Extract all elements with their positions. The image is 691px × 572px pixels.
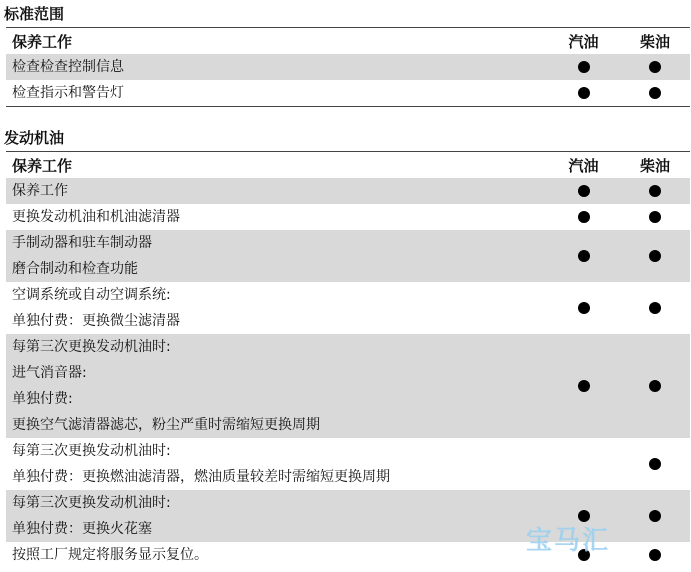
gasoline-cell: [547, 250, 620, 262]
applicable-dot-icon: [578, 250, 590, 262]
row-task-line: 手制动器和驻车制动器: [12, 235, 152, 251]
applicable-dot-icon: [649, 250, 661, 262]
applicable-dot-icon: [649, 87, 661, 99]
row-task-line: 按照工厂规定将服务显示复位。: [12, 547, 208, 563]
row-task-line: 单独付费：更换燃油滤清器，燃油质量较差时需缩短更换周期: [12, 469, 390, 485]
row-task-line: 单独付费：更换微尘滤清器: [12, 313, 180, 329]
table-standard-scope: [6, 27, 690, 107]
row-task-line: 进气消音器:: [12, 365, 87, 381]
table-row: [6, 80, 690, 106]
diesel-cell: [620, 380, 690, 392]
row-task: [6, 54, 547, 80]
row-task-line: 每第三次更换发动机油时:: [12, 339, 171, 355]
diesel-cell: [620, 510, 690, 522]
applicable-dot-icon: [649, 458, 661, 470]
applicable-dot-icon: [578, 87, 590, 99]
applicable-dot-icon: [578, 185, 590, 197]
header-gasoline: 汽油: [568, 156, 599, 175]
applicable-dot-icon: [649, 549, 661, 561]
table-row: [6, 438, 690, 490]
applicable-dot-icon: [649, 61, 661, 73]
applicable-dot-icon: [578, 380, 590, 392]
applicable-dot-icon: [649, 510, 661, 522]
diesel-cell: [620, 185, 690, 197]
gasoline-cell: [547, 87, 620, 99]
table-row: [6, 54, 690, 80]
row-task-line: 空调系统或自动空调系统:: [12, 287, 171, 303]
applicable-dot-icon: [578, 211, 590, 223]
table-header: [6, 28, 690, 54]
row-task: [6, 542, 547, 568]
header-diesel: 柴油: [639, 32, 670, 51]
row-task: [6, 178, 547, 204]
row-task: [6, 438, 547, 490]
row-task-line: 更换发动机油和机油滤清器: [12, 209, 180, 225]
table-row: [6, 282, 690, 334]
row-task: [6, 80, 547, 106]
table-header: [6, 152, 690, 178]
row-task: [6, 490, 547, 542]
row-task-line: 单独付费:: [12, 391, 73, 407]
gasoline-cell: [547, 185, 620, 197]
row-task: [6, 282, 547, 334]
row-task-line: 磨合制动和检查功能: [12, 261, 138, 277]
gasoline-cell: [547, 380, 620, 392]
diesel-cell: [620, 250, 690, 262]
diesel-cell: [620, 458, 690, 470]
table-rule: [6, 106, 690, 107]
applicable-dot-icon: [649, 211, 661, 223]
applicable-dot-icon: [649, 302, 661, 314]
gasoline-cell: [547, 61, 620, 73]
header-gasoline: 汽油: [568, 32, 599, 51]
diesel-cell: [620, 87, 690, 99]
row-task-line: 检查检查控制信息: [12, 59, 124, 75]
section-title-standard: 标准范围: [4, 5, 65, 23]
diesel-cell: [620, 549, 690, 561]
rows-engine-oil: [6, 178, 690, 568]
applicable-dot-icon: [578, 61, 590, 73]
applicable-dot-icon: [649, 185, 661, 197]
applicable-dot-icon: [649, 380, 661, 392]
gasoline-cell: [547, 211, 620, 223]
header-diesel: 柴油: [639, 156, 670, 175]
diesel-cell: [620, 61, 690, 73]
table-engine-oil: [6, 151, 690, 568]
diesel-cell: [620, 211, 690, 223]
watermark-logo: 宝马汇: [526, 526, 611, 556]
gasoline-cell: [547, 302, 620, 314]
rows-standard: [6, 54, 690, 106]
table-row: [6, 230, 690, 282]
header-task: 保养工作: [12, 156, 73, 175]
row-task-line: 每第三次更换发动机油时:: [12, 443, 171, 459]
header-task: 保养工作: [12, 32, 73, 51]
row-task: [6, 334, 547, 438]
row-task-line: 保养工作: [12, 183, 68, 199]
row-task-line: 更换空气滤清器滤芯，粉尘严重时需缩短更换周期: [12, 417, 320, 433]
section-title-engine-oil: 发动机油: [4, 129, 65, 147]
row-task: [6, 230, 547, 282]
table-row: [6, 178, 690, 204]
diesel-cell: [620, 302, 690, 314]
row-task: [6, 204, 547, 230]
row-task-line: 每第三次更换发动机油时:: [12, 495, 171, 511]
table-row: [6, 334, 690, 438]
applicable-dot-icon: [578, 302, 590, 314]
table-row: [6, 204, 690, 230]
row-task-line: 单独付费：更换火花塞: [12, 521, 152, 537]
row-task-line: 检查指示和警告灯: [12, 85, 124, 101]
